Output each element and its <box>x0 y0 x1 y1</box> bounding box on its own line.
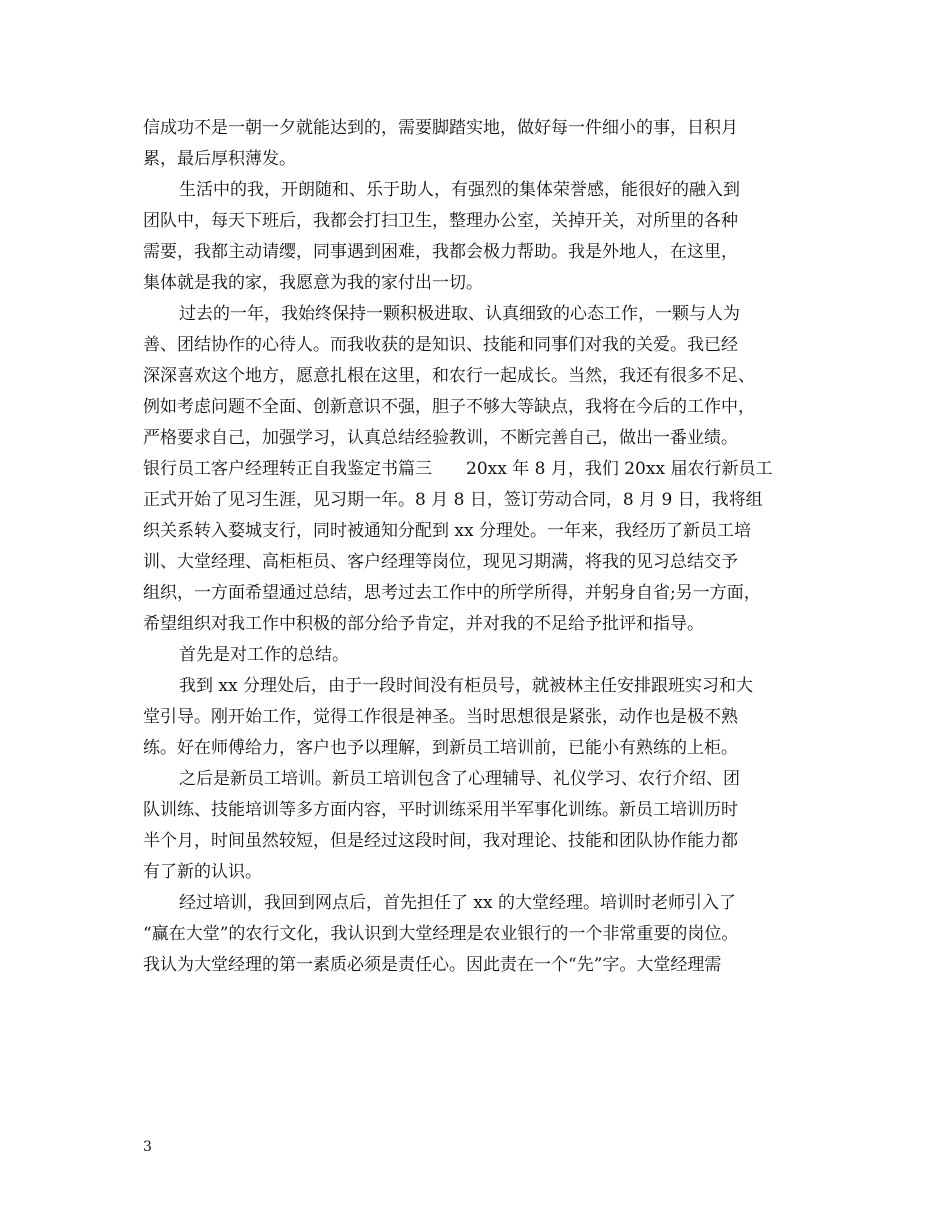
text-line: 希望组织对我工作中积极的部分给予肯定，并对我的不足给予批评和指导。 <box>143 614 704 634</box>
text-line: 严格要求自己，加强学习，认真总结经验教训，不断完善自己，做出一番业绩。 <box>143 428 738 448</box>
text-line: 堂引导。刚开始工作，觉得工作很是神圣。当时思想很是紧张，动作也是极不熟 <box>143 707 738 727</box>
text-line: 我认为大堂经理的第一素质必须是责任心。因此责在一个“先”字。大堂经理需 <box>143 955 722 975</box>
text-line: 深深喜欢这个地方，愿意扎根在这里，和农行一起成长。当然，我还有很多不足、 <box>143 366 755 386</box>
text-line: 信成功不是一朝一夕就能达到的，需要脚踏实地，做好每一件细小的事，日积月 <box>143 118 738 138</box>
text-line: 训、大堂经理、高柜柜员、客户经理等岗位，现见习期满，将我的见习总结交予 <box>143 552 738 572</box>
text-line: 首先是对工作的总结。 <box>179 645 349 665</box>
text-line: 善、团结协作的心待人。而我收获的是知识、技能和同事们对我的关爱。我已经 <box>143 335 738 355</box>
text-line: 累，最后厚积薄发。 <box>143 149 296 169</box>
text-line: 团队中，每天下班后，我都会打扫卫生，整理办公室，关掉开关，对所里的各种 <box>143 211 738 231</box>
text-line: 集体就是我的家，我愿意为我的家付出一切。 <box>143 273 483 293</box>
text-line: 织关系转入婺城支行，同时被通知分配到 xx 分理处。一年来，我经历了新员工培 <box>143 521 751 541</box>
document-body <box>143 113 827 981</box>
text-line: 正式开始了见习生涯，见习期一年。8 月 8 日，签订劳动合同，8 月 9 日，我将组 <box>143 490 763 510</box>
text-line: 练。好在师傅给力，客户也予以理解，到新员工培训前，已能小有熟练的上柜。 <box>143 738 738 758</box>
text-line: 组织，一方面希望通过总结，思考过去工作中的所学所得，并躬身自省;另一方面， <box>143 583 761 603</box>
text-line: 例如考虑问题不全面、创新意识不强，胆子不够大等缺点，我将在今后的工作中， <box>143 397 755 417</box>
text-line: 过去的一年，我始终保持一颗积极进取、认真细致的心态工作，一颗与人为 <box>179 304 740 324</box>
text-line: 我到 xx 分理处后，由于一段时间没有柜员号，就被林主任安排跟班实习和大 <box>179 676 753 696</box>
text-line: 半个月，时间虽然较短，但是经过这段时间，我对理论、技能和团队协作能力都 <box>143 831 738 851</box>
text-line: 生活中的我，开朗随和、乐于助人，有强烈的集体荣誉感，能很好的融入到 <box>179 180 740 200</box>
text-line: 有了新的认识。 <box>143 862 262 882</box>
page-number: 3 <box>143 1139 152 1155</box>
text-line: 银行员工客户经理转正自我鉴定书篇三 20xx 年 8 月，我们 20xx 届农行新员工 <box>143 459 773 479</box>
text-line: 经过培训，我回到网点后，首先担任了 xx 的大堂经理。培训时老师引入了 <box>179 893 736 913</box>
text-line: 之后是新员工培训。新员工培训包含了心理辅导、礼仪学习、农行介绍、团 <box>179 769 740 789</box>
text-line: “赢在大堂”的农行文化，我认识到大堂经理是农业银行的一个非常重要的岗位。 <box>143 924 739 944</box>
text-line: 需要，我都主动请缨，同事遇到困难，我都会极力帮助。我是外地人，在这里， <box>143 242 738 262</box>
text-line: 队训练、技能培训等多方面内容，平时训练采用半军事化训练。新员工培训历时 <box>143 800 738 820</box>
